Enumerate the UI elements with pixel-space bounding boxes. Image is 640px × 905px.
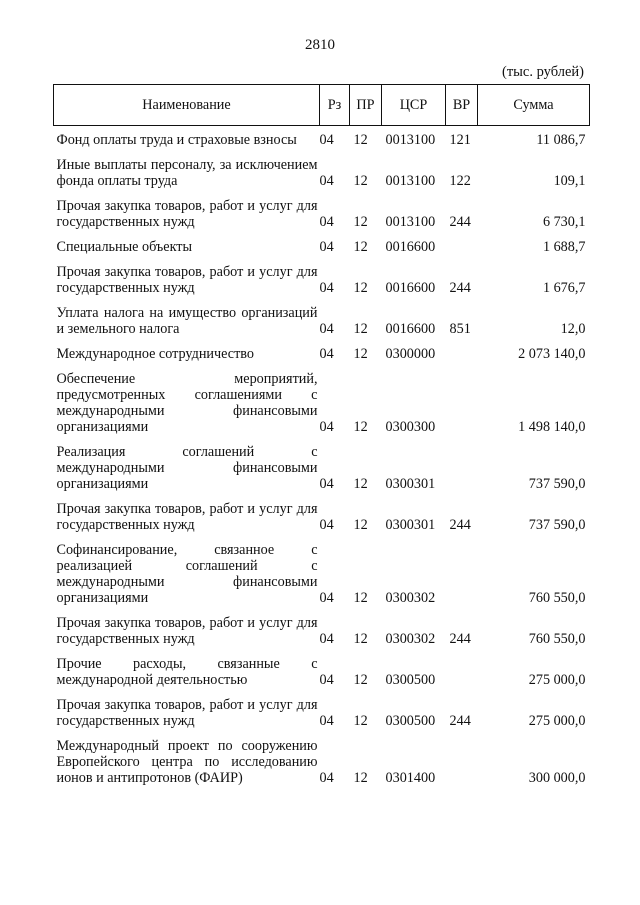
row-pr: 12: [353, 419, 368, 435]
row-csr: 0300301: [385, 476, 436, 492]
row-vr: [446, 230, 478, 255]
row-sum: 275 000,0: [528, 672, 586, 688]
table-row: [54, 189, 590, 230]
row-csr: 0013100: [385, 214, 436, 230]
row-pr: 12: [353, 672, 368, 688]
table-row: [54, 230, 590, 255]
row-csr: 0016600: [385, 280, 436, 296]
row-vr: [446, 435, 478, 492]
row-rz: 04: [319, 321, 334, 337]
header-rz: Рз: [320, 85, 350, 126]
row-csr: 0300302: [385, 631, 436, 647]
row-name: Софинансирование, связанное с реализацией соглашений с международными финансовыми организациями: [56, 542, 318, 606]
row-csr: 0016600: [385, 239, 436, 255]
row-vr: 244: [449, 631, 471, 647]
row-sum: 1 498 140,0: [518, 419, 586, 435]
row-vr: [446, 533, 478, 606]
header-csr: ЦСР: [382, 85, 446, 126]
row-sum: 737 590,0: [528, 517, 586, 533]
row-rz: 04: [319, 239, 334, 255]
row-csr: 0300301: [385, 517, 436, 533]
row-vr: [446, 729, 478, 786]
table-row: [54, 296, 590, 337]
row-csr: 0013100: [385, 132, 436, 148]
row-sum: 2 073 140,0: [518, 346, 586, 362]
row-pr: 12: [353, 132, 368, 148]
row-csr: 0301400: [385, 770, 436, 786]
row-pr: 12: [353, 517, 368, 533]
table-row: [54, 255, 590, 296]
row-rz: 04: [319, 214, 334, 230]
budget-table: [53, 84, 590, 786]
table-header-row: [54, 85, 590, 126]
table-row: [54, 126, 590, 149]
row-pr: 12: [353, 770, 368, 786]
row-vr: 121: [449, 132, 471, 148]
row-rz: 04: [319, 132, 334, 148]
row-pr: 12: [353, 280, 368, 296]
row-vr: 122: [449, 173, 471, 189]
row-csr: 0300500: [385, 672, 436, 688]
row-rz: 04: [319, 419, 334, 435]
row-sum: 109,1: [553, 173, 586, 189]
row-rz: 04: [319, 770, 334, 786]
table-row: [54, 729, 590, 786]
header-sum: Сумма: [478, 85, 590, 126]
row-pr: 12: [353, 321, 368, 337]
row-name: Реализация соглашений с международными финансовыми организациями: [56, 444, 318, 492]
row-rz: 04: [319, 280, 334, 296]
row-rz: 04: [319, 517, 334, 533]
row-pr: 12: [353, 590, 368, 606]
row-csr: 0300500: [385, 713, 436, 729]
row-name: Прочая закупка товаров, работ и услуг для государственных нужд: [56, 615, 318, 647]
row-sum: 760 550,0: [528, 590, 586, 606]
row-rz: 04: [319, 713, 334, 729]
row-pr: 12: [353, 631, 368, 647]
row-name: Прочие расходы, связанные с международной деятельностью: [56, 656, 318, 688]
row-sum: 760 550,0: [528, 631, 586, 647]
row-name: Прочая закупка товаров, работ и услуг для государственных нужд: [56, 198, 318, 230]
row-rz: 04: [319, 672, 334, 688]
row-sum: 275 000,0: [528, 713, 586, 729]
header-name: Наименование: [54, 85, 320, 126]
row-sum: 1 676,7: [542, 280, 586, 296]
row-sum: 300 000,0: [528, 770, 586, 786]
row-name: Уплата налога на имущество организаций и земельного налога: [56, 305, 318, 337]
row-rz: 04: [319, 590, 334, 606]
row-csr: 0300000: [385, 346, 436, 362]
row-csr: 0016600: [385, 321, 436, 337]
page-number: 2810: [305, 37, 335, 53]
row-csr: 0300302: [385, 590, 436, 606]
row-pr: 12: [353, 239, 368, 255]
units-label: (тыс. рублей): [502, 64, 584, 80]
row-name: Прочая закупка товаров, работ и услуг для государственных нужд: [56, 264, 318, 296]
row-vr: [446, 337, 478, 362]
row-vr: 244: [449, 713, 471, 729]
row-name: Иные выплаты персоналу, за исключением фонда оплаты труда: [56, 157, 318, 189]
row-name: Международное сотрудничество: [56, 346, 254, 362]
row-vr: 244: [449, 280, 471, 296]
row-name: Обеспечение мероприятий, предусмотренных соглашениями с международными финансовыми организациями: [56, 371, 318, 435]
row-csr: 0300300: [385, 419, 436, 435]
table-row: [54, 647, 590, 688]
row-name: Фонд оплаты труда и страховые взносы: [56, 132, 297, 148]
table-row: [54, 606, 590, 647]
row-vr: [446, 647, 478, 688]
row-csr: 0013100: [385, 173, 436, 189]
row-sum: 11 086,7: [536, 132, 586, 148]
table-row: [54, 362, 590, 435]
row-pr: 12: [353, 346, 368, 362]
row-rz: 04: [319, 631, 334, 647]
row-name: Прочая закупка товаров, работ и услуг для государственных нужд: [56, 697, 318, 729]
table-row: [54, 148, 590, 189]
row-sum: 737 590,0: [528, 476, 586, 492]
table-row: [54, 688, 590, 729]
row-rz: 04: [319, 476, 334, 492]
row-sum: 1 688,7: [542, 239, 586, 255]
row-pr: 12: [353, 214, 368, 230]
header-pr: ПР: [350, 85, 382, 126]
row-pr: 12: [353, 476, 368, 492]
row-vr: 244: [449, 517, 471, 533]
row-name: Международный проект по сооружению Европейского центра по исследованию ионов и антипротонов (ФАИР): [56, 738, 318, 786]
row-vr: 244: [449, 214, 471, 230]
row-name: Прочая закупка товаров, работ и услуг для государственных нужд: [56, 501, 318, 533]
row-sum: 12,0: [560, 321, 586, 337]
table-body: [54, 126, 590, 787]
row-name: Специальные объекты: [56, 239, 193, 255]
row-pr: 12: [353, 173, 368, 189]
row-vr: 851: [449, 321, 471, 337]
row-rz: 04: [319, 173, 334, 189]
header-vr: ВР: [446, 85, 478, 126]
row-rz: 04: [319, 346, 334, 362]
row-pr: 12: [353, 713, 368, 729]
row-sum: 6 730,1: [542, 214, 586, 230]
table-row: [54, 337, 590, 362]
row-vr: [446, 362, 478, 435]
table-row: [54, 492, 590, 533]
table-row: [54, 533, 590, 606]
table-row: [54, 435, 590, 492]
